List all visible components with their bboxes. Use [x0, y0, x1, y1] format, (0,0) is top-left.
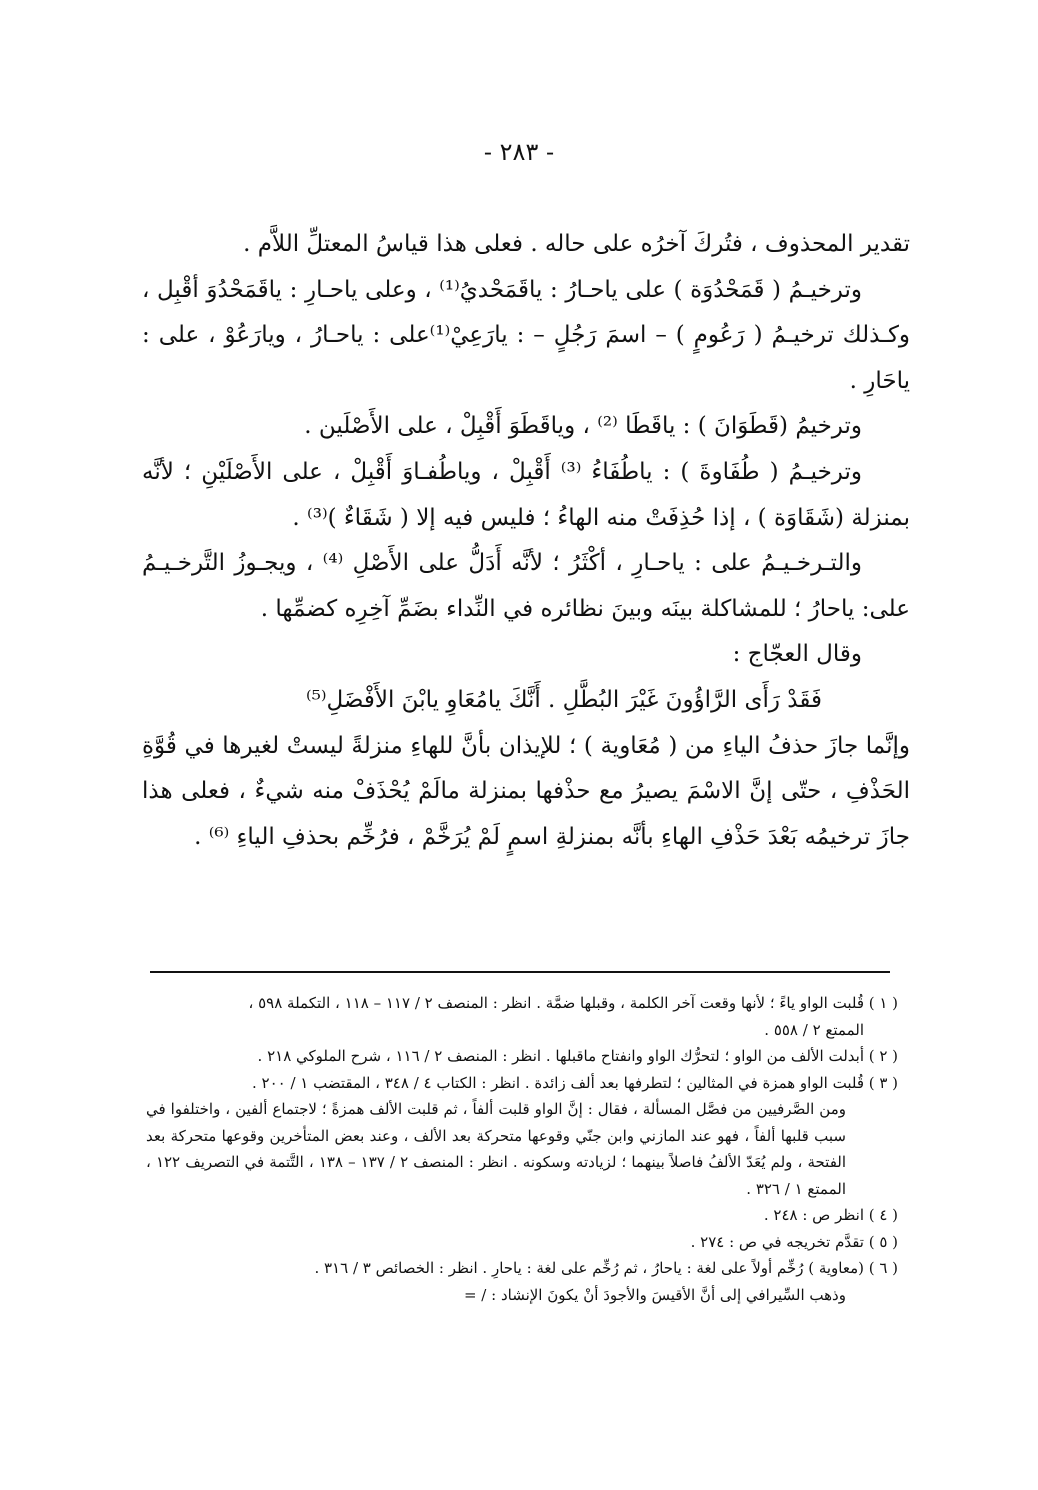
footnote-number: ( ١ )	[868, 994, 898, 1012]
footnote-number: ( ٥ )	[868, 1232, 898, 1251]
paragraph: والتـرخـيـمُ على : ياحـارِ ، أكْثَرُ ؛ لأنَّه أَدَلُّ على الأَصْلِ ⁽⁴⁾ ، ويجـوزُ التَّرخـيـمُ على: ياحارُ ؛ للمشاكلة بينَه وبينَ نظائره في النِّداء بضَمِّ آخِرِه كضمِّها .	[142, 550, 910, 622]
footnote-number: ( ٦ )	[868, 1259, 898, 1277]
footnote-continuation: الممتع ٢ / ٥٥٨ .	[764, 1020, 864, 1039]
main-text	[142, 222, 910, 860]
footnote-number: ( ٤ )	[868, 1206, 898, 1224]
footnote-divider	[150, 971, 890, 973]
paragraph: وترخيـمُ ( طُفَاوةَ ) : ياطُفَاءُ ⁽³⁾ أَقْبِلْ ، وياطُفـاوَ أَقْبِلْ ، على الأَصْلَيْنِ ؛ لأنَّه بمنزلة (شَقَاوَة ) ، إذا حُذِفَتْ منه الهاءُ ؛ فليس فيه إلا ( شَقَاءٌ )⁽³⁾ .	[142, 458, 910, 531]
footnote	[146, 1255, 898, 1282]
paragraph: تقدير المحذوف ، فتُركَ آخرُه على حاله . فعلى هذا قياسُ المعتلِّ اللاَّم .	[243, 231, 910, 257]
page-number: - ٢٨٣ -	[483, 138, 555, 166]
footnote-continuation: ومن الصَّرفيين من فصَّل المسألة ، فقال : إنَّ الواو قلبت ألفاً ، ثم قلبت الألف همزةً ؛ لاجتماع ألفين ، واختلفوا في سبب قلبها ألفاً ، فهو عند المازني وابن جنّي وقوعها متحركة بعد الألف ، وعند بعض المتأخرين وقوعها متحركة بعد الفتحة ، ولم يُعَدّ الألفُ فاصلاً بينهما ؛ لزيادته وسكونه . انظر : المنصف ٢ / ١٣٧ – ١٣٨ ، التَّتمة في التصريف ١٢٢ ، الممتع ١ / ٣٢٦ .	[146, 1100, 847, 1198]
footnote-text: (معاوية ) رُخِّم أولاً على لغة : ياحارُ ، ثم رُخِّم على لغة : ياحارِ . انظر : الخصائص ٣ / ٣١٦ .	[314, 1259, 864, 1277]
footnote	[146, 1202, 898, 1229]
paragraph: وقال العجّاج :	[732, 641, 862, 668]
footnote-number: ( ٢ )	[868, 1047, 898, 1065]
footnote	[146, 1070, 898, 1097]
footnotes	[146, 990, 898, 1308]
footnote-text: انظر ص : ٢٤٨ .	[763, 1206, 864, 1224]
paragraph: وترخيمُ (قَطَوَانَ ) : ياقَطَا ⁽²⁾ ، وياقَطَوَ أَقْبِلْ ، على الأَصْلَين .	[304, 413, 862, 440]
footnote-text: تقدَّم تخريجه في ص : ٢٧٤ .	[690, 1232, 864, 1251]
footnote-text: أبدلت الألف من الواو ؛ لتحرُّك الواو وانفتاح ماقبلها . انظر : المنصف ٢ / ١١٦ ، شرح الملوكي ٢١٨ .	[257, 1047, 864, 1065]
footnote-number: ( ٣ )	[868, 1073, 898, 1092]
footnote-text: قُلبت الواو همزة في المثالين ؛ لتطرفها بعد ألف زائدة . انظر : الكتاب ٤ / ٣٤٨ ، المقتضب ١ / ٢٠٠ .	[251, 1073, 864, 1092]
footnote	[146, 1043, 898, 1070]
footnote	[146, 990, 898, 1017]
footnote-continuation: وذهب السِّيرافي إلى أنَّ الأقيسَ والأجودَ أنْ يكونَ الإنشاد : / =	[463, 1285, 846, 1304]
paragraph: وإنَّما جازَ حذفُ الياءِ من ( مُعَاوية ) ؛ للإيذان بأنَّ للهاءِ منزلةً ليستْ لغيرها في قُوَّةِ الحَذْفِ ، حتّى إنَّ الاسْمَ يصيرُ مع حذْفها بمنزلة مالَمْ يُحْذَفْ منه شيءٌ ، فعلى هذا جازَ ترخيمُه بَعْدَ حَذْفِ الهاءِ بأنَّه بمنزلةِ اسمٍ لَمْ يُرَخَّمْ ، فرُخِّم بحذفِ الياءِ ⁽⁶⁾ .	[142, 732, 910, 850]
footnote-text: قُلبت الواو ياءً ؛ لأنها وقعت آخر الكلمة ، وقبلها ضمَّة . انظر : المنصف ٢ / ١١٧ – ١١٨ ، التكملة ٥٩٨ ،	[248, 994, 864, 1012]
poetry-verse: فَقَدْ رَأَى الرَّاؤُونَ غَيْرَ البُطَّلِ . أَنَّكَ يامُعَاوِ يابْنَ الأَفْضَلِ⁽⁵⁾	[305, 686, 822, 713]
footnote	[146, 1229, 898, 1256]
paragraph: وترخيـمُ ( قَمَحْدُوَة ) على ياحـارُ : ياقَمَحْديُ⁽¹⁾ ، وعلى ياحـارِ : ياقَمَحْدُوَ أقْبِل ، وكـذلك ترخيـمُ ( رَعُومٍ ) – اسمَ رَجُلٍ – : يارَعِيْ⁽¹⁾على : ياحـارُ ، ويارَعُوْ ، على : ياحَارِ .	[142, 276, 910, 394]
